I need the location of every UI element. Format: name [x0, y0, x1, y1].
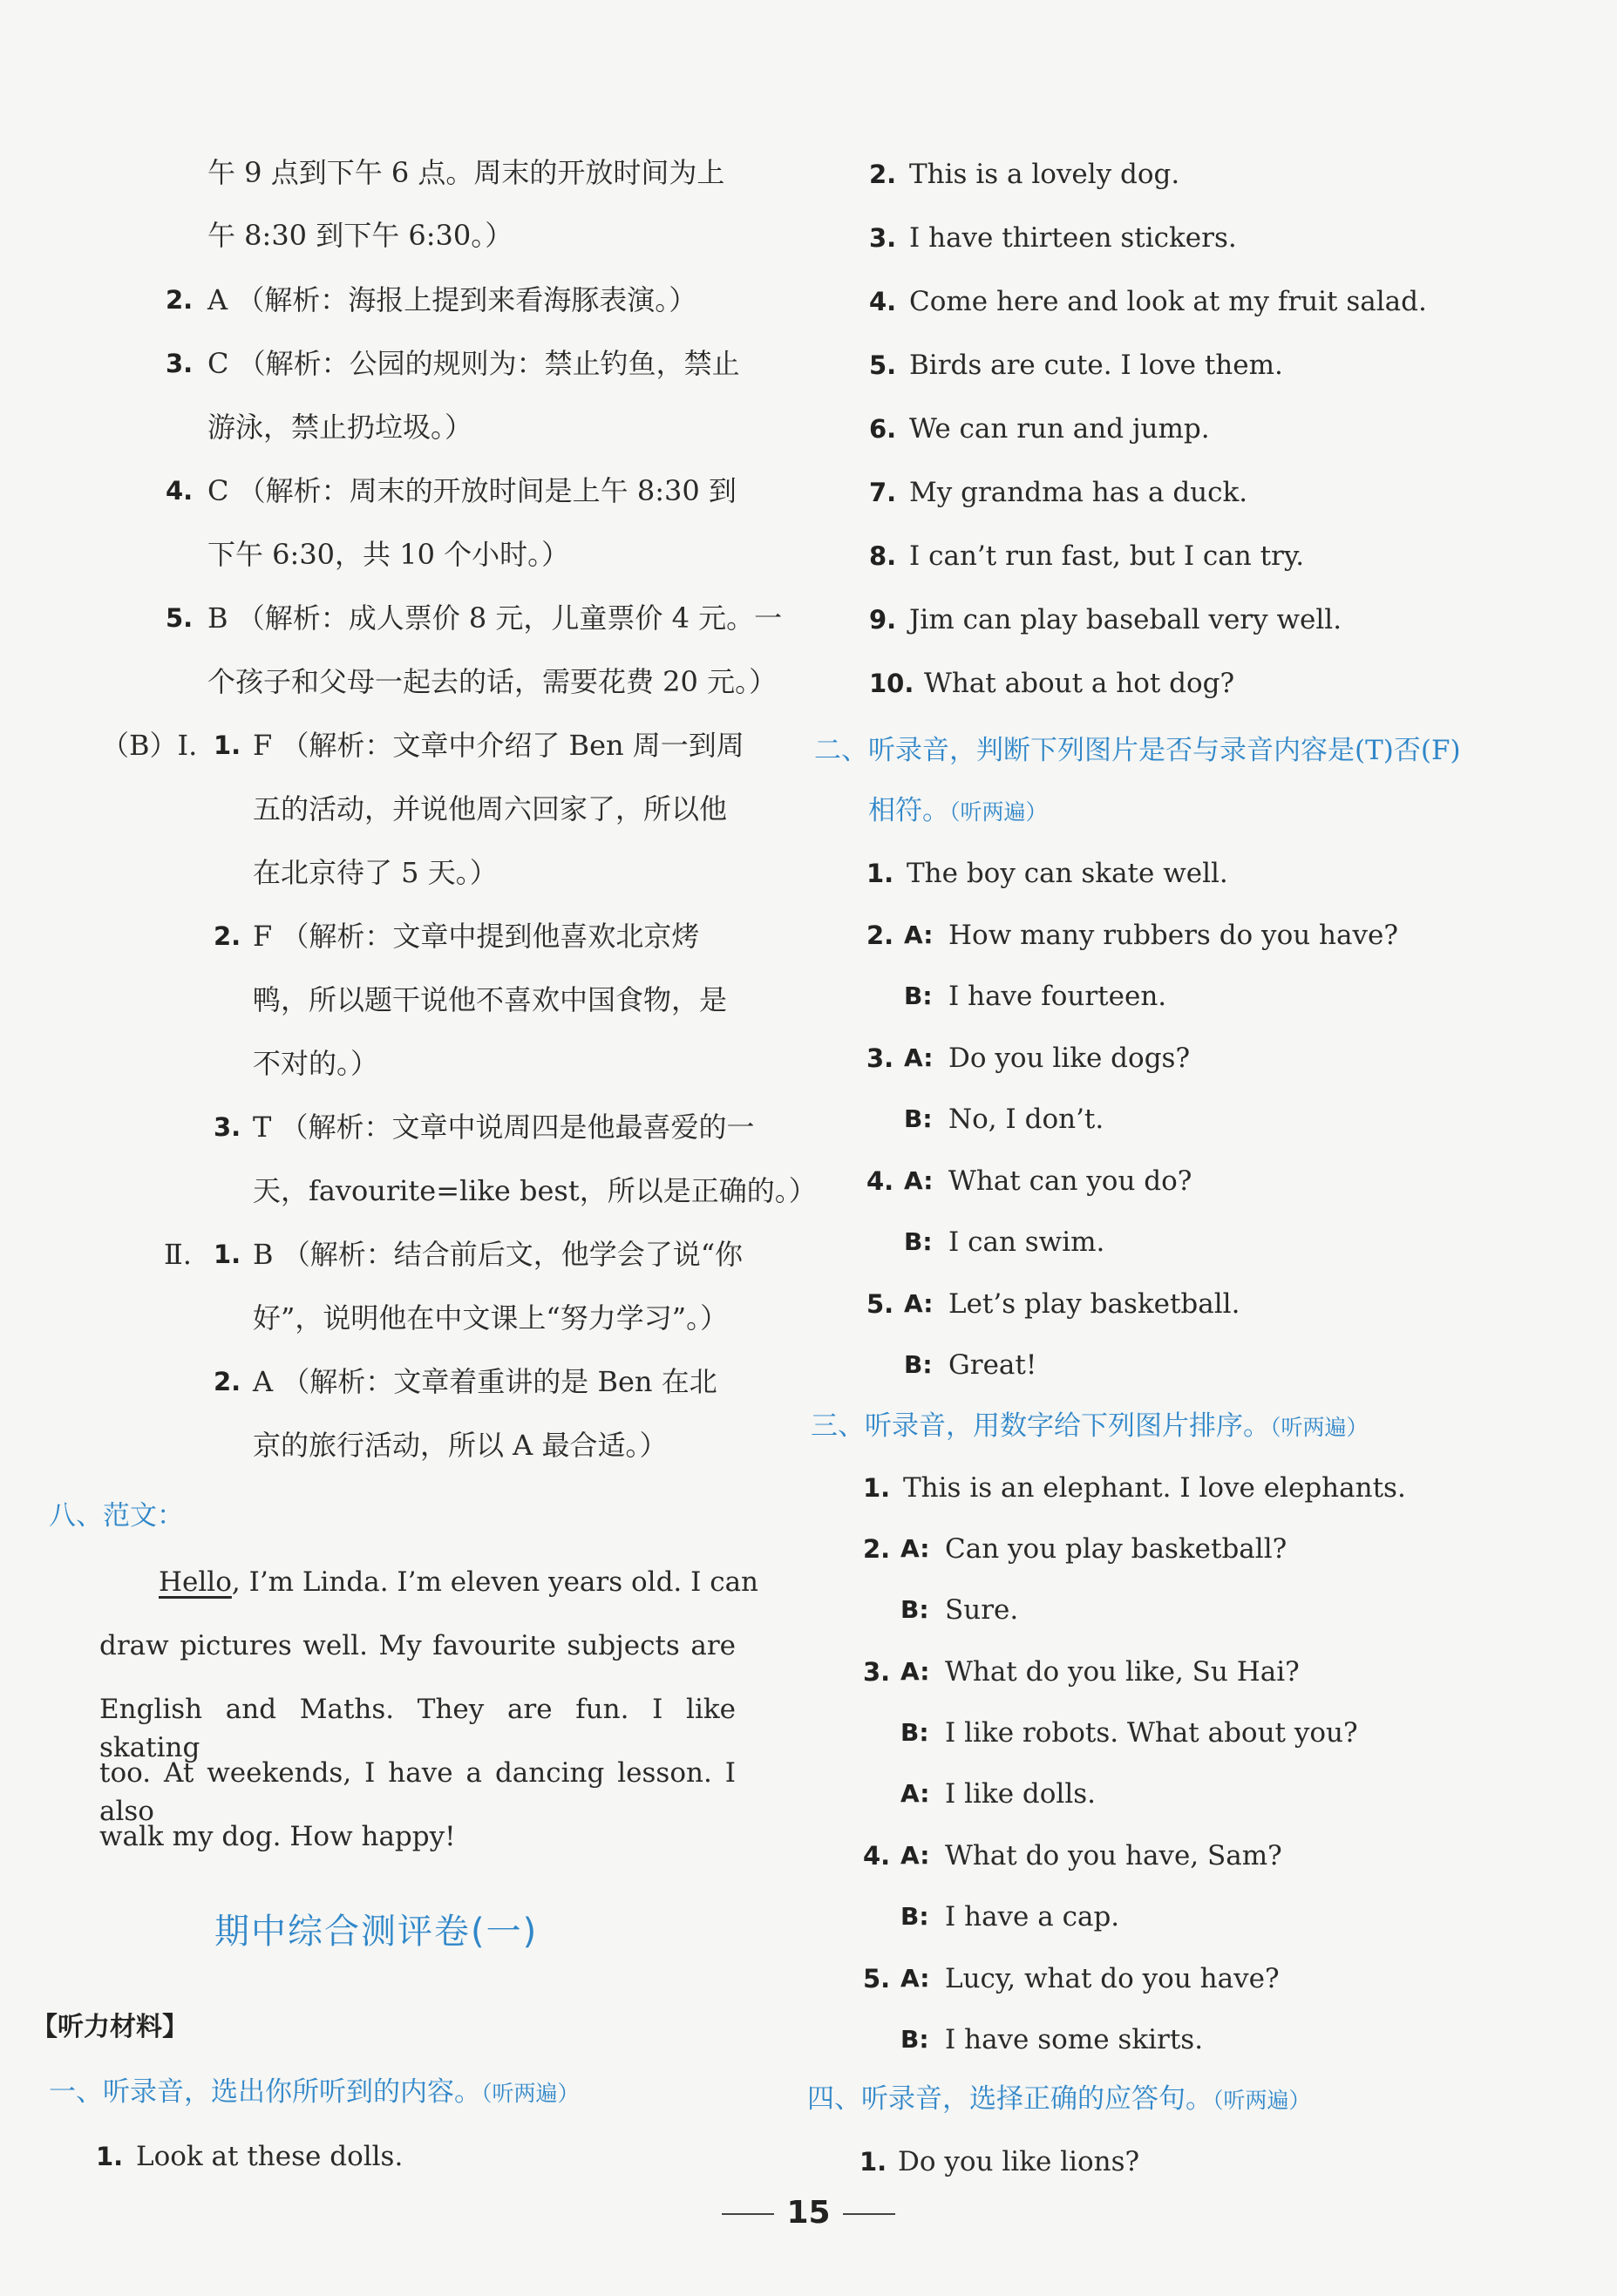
answer-text: 在北京待了 5 天。） — [253, 856, 498, 889]
script-line: My grandma has a duck. — [909, 477, 1248, 508]
section-note: （听两遍） — [949, 799, 1048, 825]
section-note: （听两遍） — [481, 2081, 580, 2106]
item-number: 10. — [869, 669, 914, 698]
script-line: Birds are cute. I love them. — [909, 350, 1283, 381]
answer-text: C （解析：公园的规则为：禁止钓鱼，禁止 — [207, 347, 740, 380]
speaker-label: A: — [900, 1841, 930, 1870]
item-number: 1. — [214, 1240, 241, 1269]
item-number: 2. — [166, 285, 194, 315]
answer-text: 游泳，禁止扔垃圾。） — [207, 411, 473, 444]
answer-text: 京的旅行活动，所以 A 最合适。） — [253, 1429, 668, 1462]
script-line: Great! — [948, 1349, 1037, 1381]
item-number: 2. — [214, 1367, 241, 1396]
item-number: 2. — [863, 1534, 891, 1564]
script-line: What about a hot dog? — [924, 668, 1235, 699]
speaker-label: A: — [904, 1289, 934, 1318]
section-heading-text: 八、范文： — [49, 1500, 184, 1532]
script-line: Jim can play baseball very well. — [909, 604, 1342, 635]
item-number: 1. — [859, 2147, 887, 2177]
script-line: This is an elephant. I love elephants. — [903, 1472, 1406, 1504]
section-heading-cont — [868, 791, 1048, 832]
section-heading-text: 四、听录音，选择正确的应答句。 — [807, 2083, 1213, 2115]
item-number: 2. — [866, 920, 894, 950]
essay-line: walk my dog. How happy! — [99, 1821, 456, 1852]
item-number: 1. — [863, 1473, 891, 1503]
item-number: 1. — [866, 859, 894, 888]
section-heading — [49, 1497, 184, 1535]
item-number: 5. — [869, 350, 897, 380]
script-line: Do you like lions? — [898, 2146, 1140, 2177]
item-number: 4. — [166, 476, 194, 506]
answer-text: B （解析：成人票价 8 元，儿童票价 4 元。一 — [207, 601, 783, 635]
item-number: 8. — [869, 541, 897, 571]
speaker-label: A: — [904, 920, 934, 949]
speaker-label: A: — [900, 1657, 930, 1686]
part-label: （B）Ⅰ. — [101, 729, 198, 762]
essay-first-word: Hello — [159, 1566, 232, 1598]
item-number: 4. — [863, 1841, 891, 1871]
script-line: I like robots. What about you? — [945, 1717, 1358, 1749]
essay-line — [159, 1563, 758, 1601]
script-line: Lucy, what do you have? — [945, 1963, 1280, 1994]
script-line: No, I don’t. — [948, 1104, 1104, 1135]
script-line: I have fourteen. — [948, 981, 1167, 1012]
item-number: 7. — [869, 478, 897, 507]
script-line: We can run and jump. — [909, 413, 1210, 445]
speaker-label: A: — [904, 1166, 934, 1195]
script-line: Do you like dogs? — [948, 1043, 1191, 1074]
speaker-label: A: — [904, 1043, 934, 1072]
essay-line: English and Maths. They are fun. I like skating — [99, 1694, 736, 1763]
speaker-label: A: — [900, 1534, 930, 1563]
answer-text: T （解析：文章中说周四是他最喜爱的一 — [253, 1111, 755, 1144]
item-number: 5. — [866, 1289, 894, 1319]
speaker-label: A: — [900, 1779, 930, 1808]
answer-text: F （解析：文章中提到他喜欢北京烤 — [253, 920, 700, 953]
item-number: 3. — [166, 349, 194, 378]
script-line: I like dolls. — [945, 1778, 1097, 1810]
script-line: What do you have, Sam? — [945, 1840, 1282, 1871]
script-line: Sure. — [945, 1594, 1019, 1626]
script-line: The boy can skate well. — [907, 858, 1228, 889]
script-line: This is a lovely dog. — [909, 159, 1180, 190]
speaker-label: B: — [904, 982, 933, 1010]
item-number: 1. — [214, 730, 241, 760]
item-number: 3. — [866, 1043, 894, 1073]
item-number: 5. — [166, 603, 194, 633]
section-heading-text: 一、听录音，选出你所听到的内容。 — [49, 2076, 481, 2108]
answer-text: 好”，说明他在中文课上“努力学习”。） — [253, 1301, 729, 1335]
speaker-label: B: — [904, 1104, 933, 1133]
answer-text: F （解析：文章中介绍了 Ben 周一到周 — [253, 729, 744, 762]
section-heading — [49, 2073, 580, 2113]
essay-line: draw pictures well. My favourite subjects are — [99, 1630, 736, 1661]
speaker-label: B: — [900, 1902, 929, 1931]
item-number: 4. — [869, 287, 897, 316]
essay-line: too. At weekends, I have a dancing lesson. I also — [99, 1757, 736, 1827]
page-number — [0, 2195, 1617, 2231]
item-number: 3. — [869, 223, 897, 253]
script-line: I can swim. — [948, 1226, 1105, 1258]
answer-text: 不对的。） — [253, 1047, 379, 1080]
page-number-value: 15 — [786, 2195, 831, 2231]
speaker-label: B: — [900, 1718, 929, 1747]
script-line: Let’s play basketball. — [948, 1288, 1240, 1320]
speaker-label: B: — [900, 2025, 929, 2054]
speaker-label: B: — [904, 1227, 933, 1256]
speaker-label: A: — [900, 1964, 930, 1993]
item-number: 3. — [863, 1657, 891, 1687]
answer-text: 天，favourite=like best，所以是正确的。） — [253, 1174, 817, 1207]
script-line: I have some skirts. — [945, 2024, 1204, 2055]
item-number: 3. — [214, 1112, 241, 1142]
answer-text: 个孩子和父母一起去的话，需要花费 20 元。） — [207, 665, 778, 698]
section-heading — [814, 731, 1461, 770]
answer-text: 鸭，所以题干说他不喜欢中国食物，是 — [253, 983, 728, 1016]
script-line: I can’t run fast, but I can try. — [909, 540, 1305, 572]
script-line: What can you do? — [948, 1165, 1192, 1197]
answer-text: C （解析：周末的开放时间是上午 8:30 到 — [207, 474, 737, 507]
item-number: 6. — [869, 414, 897, 444]
item-number: 1. — [96, 2142, 124, 2171]
part-label: Ⅱ. — [164, 1238, 192, 1271]
section-heading — [807, 2080, 1311, 2120]
page-number-dash — [843, 2213, 895, 2215]
script-line: I have thirteen stickers. — [909, 222, 1237, 254]
test-title: 期中综合测评卷(一) — [214, 1912, 539, 1952]
answer-text: B （解析：结合前后文，他学会了说“你 — [253, 1238, 744, 1271]
item-number: 2. — [869, 160, 897, 189]
listening-material-heading: 【听力材料】 — [31, 2012, 188, 2042]
item-number: 2. — [214, 921, 241, 951]
continued-text: 午 9 点到下午 6 点。周末的开放时间为上 — [207, 156, 725, 189]
section-heading-text: 二、听录音，判断下列图片是否与录音内容是(T)否(F) — [814, 735, 1461, 766]
answer-text: 五的活动，并说他周六回家了，所以他 — [253, 792, 728, 825]
item-number: 9. — [869, 605, 897, 635]
section-note: （听两遍） — [1213, 2088, 1311, 2113]
item-number: 5. — [863, 1964, 891, 1994]
answer-text: 下午 6:30，共 10 个小时。） — [207, 538, 570, 571]
script-line: I have a cap. — [945, 1901, 1120, 1933]
section-note: （听两遍） — [1270, 1415, 1369, 1440]
continued-text: 午 8:30 到下午 6:30。） — [207, 219, 513, 252]
section-heading-text: 三、听录音，用数字给下列图片排序。 — [811, 1410, 1270, 1442]
script-line: Look at these dolls. — [136, 2141, 404, 2172]
speaker-label: B: — [900, 1595, 929, 1624]
page-number-dash — [722, 2213, 774, 2215]
essay-line-rest: , I’m Linda. I’m eleven years old. I can — [231, 1566, 759, 1598]
item-number: 4. — [866, 1166, 894, 1196]
script-line: Can you play basketball? — [945, 1533, 1287, 1565]
answer-text: A （解析：文章着重讲的是 Ben 在北 — [253, 1365, 717, 1398]
speaker-label: B: — [904, 1350, 933, 1379]
script-line: How many rubbers do you have? — [948, 920, 1398, 951]
script-line: What do you like, Su Hai? — [945, 1656, 1300, 1688]
answer-text: A （解析：海报上提到来看海豚表演。） — [207, 283, 697, 316]
script-line: Come here and look at my fruit salad. — [909, 286, 1427, 317]
section-heading-text: 相符。 — [868, 795, 949, 826]
section-heading — [811, 1407, 1369, 1447]
